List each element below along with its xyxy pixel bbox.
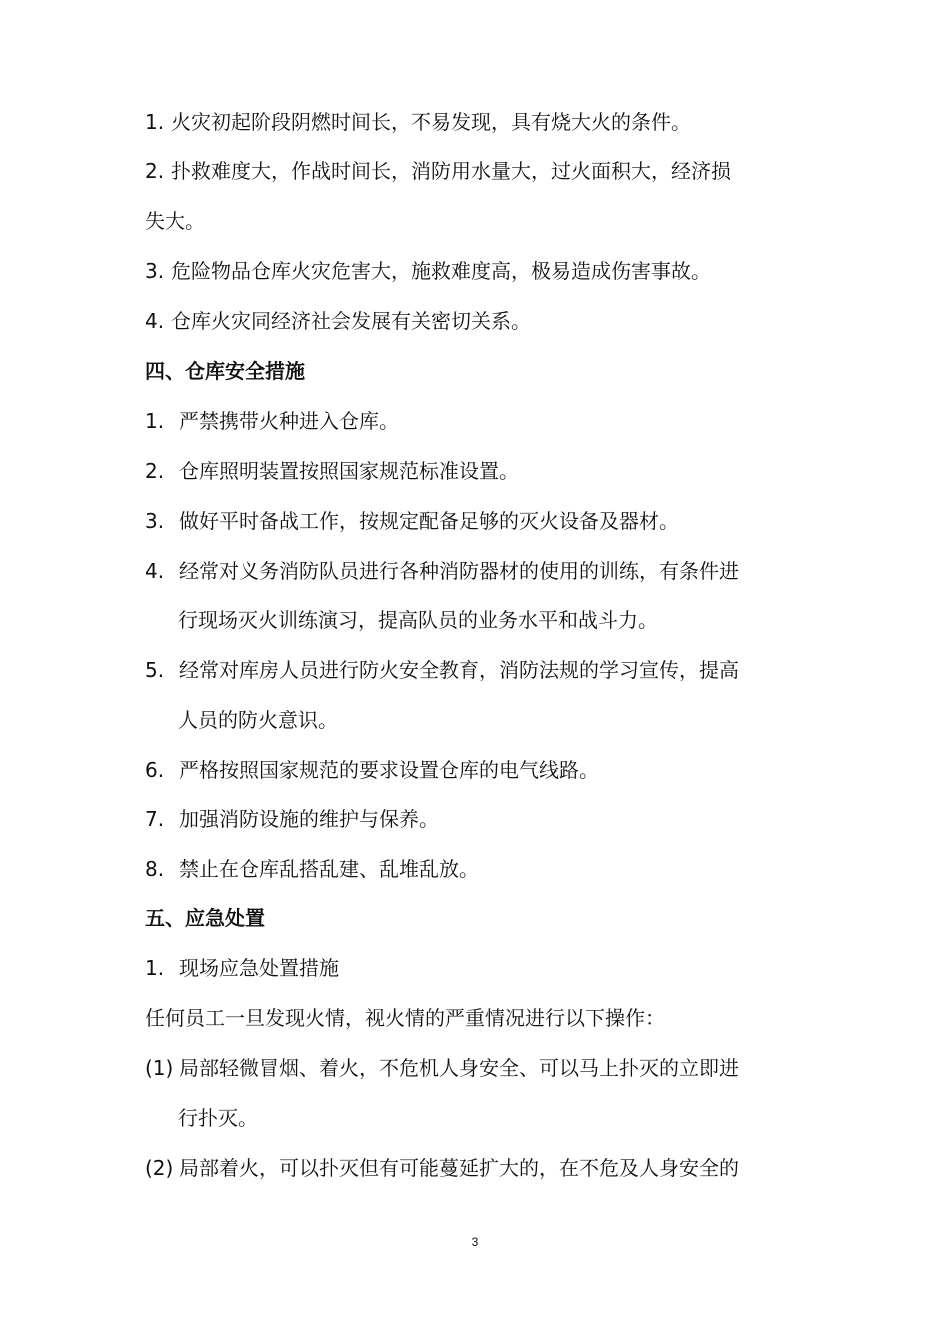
list-item xyxy=(145,406,399,436)
list-item xyxy=(145,456,519,486)
list-item xyxy=(145,804,439,834)
page-number: 3 xyxy=(471,1235,479,1249)
list-item xyxy=(145,306,531,336)
item-text: 火灾初起阶段阴燃时间长，不易发现，具有烧大火的条件。 xyxy=(171,110,691,134)
section-heading: 五、应急处置 xyxy=(145,906,265,930)
item-number: (2) xyxy=(145,1156,174,1180)
list-item xyxy=(145,854,479,884)
paragraph: 任何员工一旦发现火情，视火情的严重情况进行以下操作： xyxy=(145,1006,665,1030)
item-text: 现场应急处置措施 xyxy=(179,956,339,980)
item-number: 5. xyxy=(145,658,165,682)
item-text: 做好平时备战工作，按规定配备足够的灭火设备及器材。 xyxy=(179,509,679,533)
item-number: 4. xyxy=(145,559,165,583)
item-text: 扑救难度大，作战时间长，消防用水量大，过火面积大，经济损 xyxy=(171,159,731,183)
list-item-continuation: 行现场灭火训练演习，提高队员的业务水平和战斗力。 xyxy=(178,608,658,632)
item-number: 2. xyxy=(145,159,165,183)
item-number: (1) xyxy=(145,1056,174,1080)
item-number: 1. xyxy=(145,110,165,134)
item-number: 6. xyxy=(145,758,165,782)
item-text: 禁止在仓库乱搭乱建、乱堆乱放。 xyxy=(179,857,479,881)
item-number: 7. xyxy=(145,807,165,831)
item-text: 危险物品仓库火灾危害大，施救难度高，极易造成伤害事故。 xyxy=(171,259,711,283)
item-number: 8. xyxy=(145,857,165,881)
list-item xyxy=(145,256,711,286)
list-item xyxy=(145,1053,739,1083)
list-item xyxy=(145,755,599,785)
item-text: 经常对义务消防队员进行各种消防器材的使用的训练，有条件进 xyxy=(179,559,739,583)
item-text: 局部着火，可以扑灭但有可能蔓延扩大的，在不危及人身安全的 xyxy=(179,1156,739,1180)
list-item-continuation: 行扑灭。 xyxy=(178,1106,258,1130)
item-number: 2. xyxy=(145,459,165,483)
section-heading: 四、仓库安全措施 xyxy=(145,359,305,383)
list-item-continuation: 失大。 xyxy=(145,209,205,233)
list-item xyxy=(145,156,731,186)
subsection-heading xyxy=(145,953,339,983)
item-number: 4. xyxy=(145,309,165,333)
item-number: 1. xyxy=(145,956,165,980)
item-number: 3. xyxy=(145,509,165,533)
item-text: 严格按照国家规范的要求设置仓库的电气线路。 xyxy=(179,758,599,782)
list-item xyxy=(145,556,739,586)
list-item xyxy=(145,1153,739,1183)
item-text: 局部轻微冒烟、着火，不危机人身安全、可以马上扑灭的立即进 xyxy=(179,1056,739,1080)
list-item xyxy=(145,506,679,536)
item-text: 严禁携带火种进入仓库。 xyxy=(179,409,399,433)
list-item xyxy=(145,655,739,685)
item-text: 仓库火灾同经济社会发展有关密切关系。 xyxy=(171,309,531,333)
list-item xyxy=(145,107,691,137)
item-text: 仓库照明装置按照国家规范标准设置。 xyxy=(179,459,519,483)
item-text: 加强消防设施的维护与保养。 xyxy=(179,807,439,831)
item-number: 3. xyxy=(145,259,165,283)
item-text: 经常对库房人员进行防火安全教育，消防法规的学习宣传，提高 xyxy=(179,658,739,682)
item-number: 1. xyxy=(145,409,165,433)
list-item-continuation: 人员的防火意识。 xyxy=(178,708,338,732)
